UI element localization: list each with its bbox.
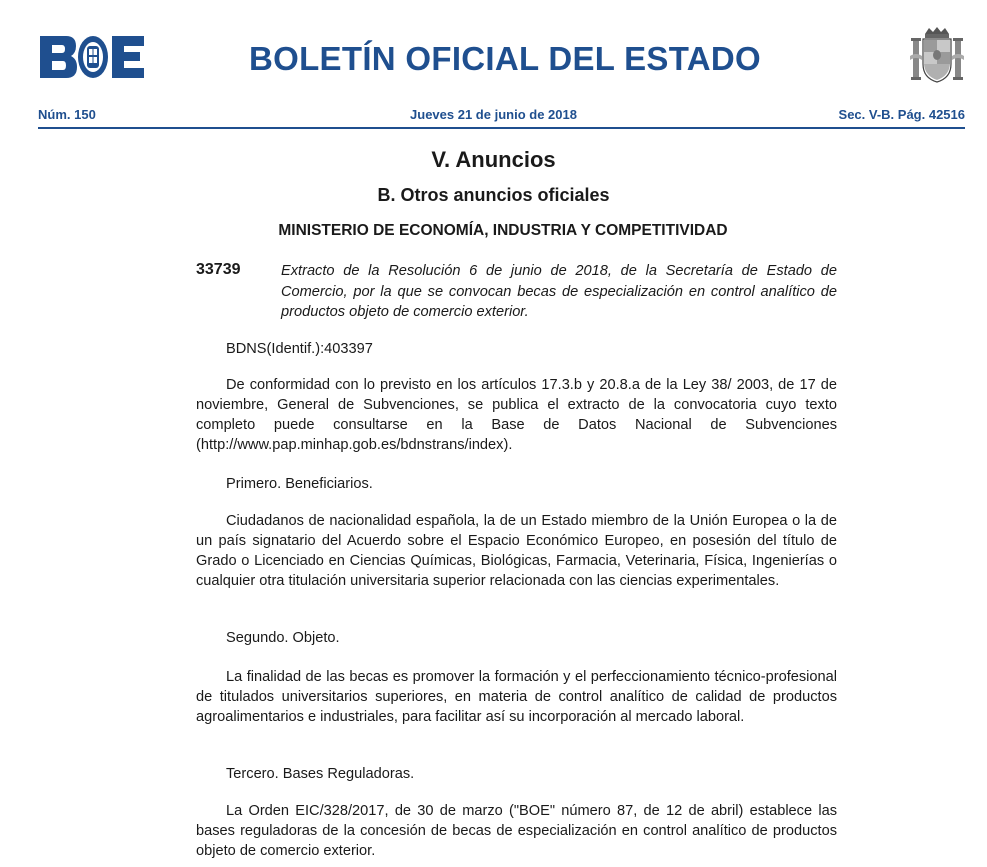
tercero-paragraph: La Orden EIC/328/2017, de 30 de marzo ("BOE" número 87, de 12 de abril) establece las bases reguladoras de la concesión de becas de especialización en control analítico de productos objeto de comercio exterior. bbox=[196, 803, 837, 859]
bulletin-number: Núm. 150 bbox=[38, 107, 96, 122]
announcement-number: 33739 bbox=[196, 261, 241, 278]
header-divider bbox=[38, 127, 965, 129]
section-page: Sec. V-B. Pág. 42516 bbox=[838, 107, 965, 122]
intro-paragraph: De conformidad con lo previsto en los artículos 17.3.b y 20.8.a de la Ley 38/ 2003, de 17 de noviembre, General de Subvenciones, se publica el extracto de la convocatoria cuyo texto completo puede consultarse en la Base de Datos Nacional de Subvenciones (http://www.pap.minhap.gob.es/bdnstrans/index). bbox=[196, 377, 837, 453]
primero-heading: Primero. Beneficiarios. bbox=[226, 476, 373, 492]
segundo-heading: Segundo. Objeto. bbox=[226, 630, 340, 646]
bdns-identifier: BDNS(Identif.):403397 bbox=[226, 341, 373, 357]
svg-text:BOE: BOE bbox=[92, 79, 95, 80]
publication-date: Jueves 21 de junio de 2018 bbox=[410, 107, 577, 122]
subsection-heading: B. Otros anuncios oficiales bbox=[377, 185, 610, 205]
tercero-heading: Tercero. Bases Reguladoras. bbox=[226, 766, 415, 782]
coat-of-arms-icon bbox=[908, 26, 966, 84]
boe-logo bbox=[38, 34, 146, 80]
primero-paragraph: Ciudadanos de nacionalidad española, la de un Estado miembro de la Unión Europea o la de un país signatario del Acuerdo sobre el Espacio Económico Europeo, en posesión del título de Grado o Licenciado en Ciencias Químicas, Biológicas, Farmacia, Veterinaria, Física, Ingenierías o cualquier otra titulación universitaria superior relacionada con las ciencias experimentales. bbox=[196, 513, 837, 589]
page-title: BOLETÍN OFICIAL DEL ESTADO bbox=[249, 40, 761, 77]
ministry-heading: MINISTERIO DE ECONOMÍA, INDUSTRIA Y COMPETITIVIDAD bbox=[278, 222, 728, 239]
segundo-paragraph: La finalidad de las becas es promover la formación y el perfeccionamiento técnico-profesional de titulados universitarios superiores, en materia de control analítico de calidad de productos agroalimentarios e industriales, para facilitar así su incorporación al mercado laboral. bbox=[196, 669, 837, 725]
section-heading: V. Anuncios bbox=[431, 147, 556, 172]
announcement-title: Extracto de la Resolución 6 de junio de 2018, de la Secretaría de Estado de Comercio, por la que se convocan becas de especialización en control analítico de productos objeto de comercio exterior. bbox=[281, 263, 837, 320]
